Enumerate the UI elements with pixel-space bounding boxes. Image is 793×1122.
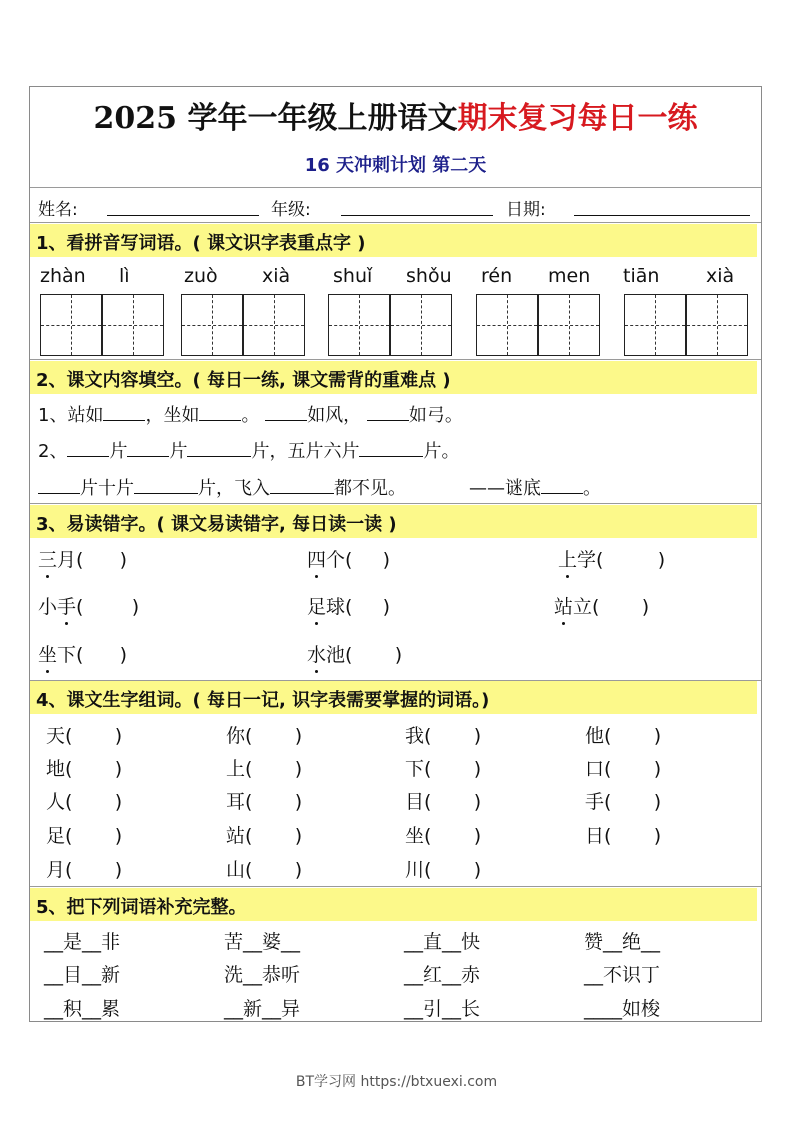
grid-cell[interactable] xyxy=(390,294,452,356)
reading-item: 站立( ) xyxy=(554,592,649,619)
pinyin: lì xyxy=(119,265,130,287)
fill-line-1: 1、站如 ，坐如 。 如风， 如弓。 xyxy=(38,401,463,427)
pinyin: tiān xyxy=(623,265,660,287)
idiom-item: 洗__恭听 xyxy=(224,964,301,986)
name-label: 姓名: xyxy=(38,200,78,220)
grid-cell[interactable] xyxy=(686,294,748,356)
blank[interactable] xyxy=(265,402,307,421)
blank[interactable] xyxy=(38,475,80,494)
name-field[interactable] xyxy=(107,215,259,216)
idiom-item: __是__非 xyxy=(44,931,121,953)
student-info-row xyxy=(30,188,761,222)
writing-grid[interactable] xyxy=(40,294,164,356)
section-4-header xyxy=(30,681,757,714)
divider xyxy=(30,222,761,223)
writing-grid[interactable] xyxy=(624,294,748,356)
grid-cell[interactable] xyxy=(243,294,305,356)
idiom-item: __红__赤 xyxy=(404,964,481,986)
section-2-title: 2、课文内容填空。( 每日一练, 课文需背的重难点 ) xyxy=(36,370,451,391)
blank[interactable] xyxy=(359,438,423,457)
word-item: 你( ) xyxy=(226,725,303,747)
reading-item: 三月( ) xyxy=(38,545,127,572)
pinyin: rén xyxy=(481,265,513,287)
title-highlight: 期末复习每日一练 xyxy=(457,101,698,136)
word-item: 山( ) xyxy=(226,859,303,881)
idiom-item: __目__新 xyxy=(44,964,121,986)
fill-line-2: 2、 片 片 片，五片六片 片。 xyxy=(38,437,459,463)
grade-label: 年级: xyxy=(271,200,311,220)
grid-cell[interactable] xyxy=(40,294,102,356)
word-item: 我( ) xyxy=(405,725,482,747)
grid-cell[interactable] xyxy=(476,294,538,356)
word-item: 耳( ) xyxy=(226,791,303,813)
grade-field[interactable] xyxy=(341,215,493,216)
reading-item: 坐下( ) xyxy=(38,640,127,667)
word-item: 口( ) xyxy=(585,758,662,780)
word-item: 月( ) xyxy=(46,859,123,881)
word-item: 地( ) xyxy=(46,758,123,780)
idiom-item: __积__累 xyxy=(44,998,121,1020)
blank[interactable] xyxy=(134,475,198,494)
divider xyxy=(30,503,761,504)
reading-item: 四个( ) xyxy=(307,545,390,572)
fill-line-3: 片十片 片，飞入 都不见。 ——谜底 。 xyxy=(38,474,601,500)
blank[interactable] xyxy=(270,475,334,494)
grid-cell[interactable] xyxy=(328,294,390,356)
word-item: 目( ) xyxy=(405,791,482,813)
blank[interactable] xyxy=(67,438,109,457)
date-label: 日期: xyxy=(506,200,546,220)
grid-cell[interactable] xyxy=(538,294,600,356)
blank[interactable] xyxy=(127,438,169,457)
section-5-header xyxy=(30,888,757,921)
pinyin: xià xyxy=(262,265,291,287)
pinyin: shǒu xyxy=(406,265,452,287)
word-item: 人( ) xyxy=(46,791,123,813)
idiom-item: __新__异 xyxy=(224,998,301,1020)
worksheet-title xyxy=(30,93,761,137)
word-item: 上( ) xyxy=(226,758,303,780)
section-2-header xyxy=(30,361,757,394)
word-item: 日( ) xyxy=(585,825,662,847)
site-footer: BT学习网 https://btxuexi.com xyxy=(295,1074,498,1090)
title-main: 2025 学年一年级上册语文 xyxy=(93,101,458,136)
blank[interactable] xyxy=(187,438,251,457)
writing-grid[interactable] xyxy=(476,294,600,356)
idiom-item: __不识丁 xyxy=(584,964,661,986)
word-item: 足( ) xyxy=(46,825,123,847)
section-3-title: 3、易读错字。( 课文易读错字, 每日读一读 ) xyxy=(36,514,397,535)
grid-cell[interactable] xyxy=(102,294,164,356)
idiom-item: 苦__婆__ xyxy=(224,931,301,953)
grid-cell[interactable] xyxy=(181,294,243,356)
blank[interactable] xyxy=(367,402,409,421)
word-item: 站( ) xyxy=(226,825,303,847)
section-1-title: 1、看拼音写词语。( 课文识字表重点字 ) xyxy=(36,233,366,254)
reading-item: 上学( ) xyxy=(558,545,665,572)
pinyin: zhàn xyxy=(40,265,86,287)
section-5-title: 5、把下列词语补充完整。 xyxy=(36,897,247,918)
idiom-item: ____如梭 xyxy=(584,998,661,1020)
date-field[interactable] xyxy=(574,215,750,216)
writing-grid[interactable] xyxy=(328,294,452,356)
pinyin: xià xyxy=(706,265,735,287)
idiom-item: __直__快 xyxy=(404,931,481,953)
section-1-header xyxy=(30,224,757,257)
reading-item: 小手( ) xyxy=(38,592,139,619)
word-item: 川( ) xyxy=(405,859,482,881)
word-item: 天( ) xyxy=(46,725,123,747)
word-item: 他( ) xyxy=(585,725,662,747)
word-item: 下( ) xyxy=(405,758,482,780)
pinyin: zuò xyxy=(184,265,218,287)
pinyin: shuǐ xyxy=(333,265,373,287)
grid-cell[interactable] xyxy=(624,294,686,356)
idiom-item: 赞__绝__ xyxy=(584,931,661,953)
pinyin: men xyxy=(548,265,591,287)
reading-item: 水池( ) xyxy=(307,640,402,667)
section-4-title: 4、课文生字组词。( 每日一记, 识字表需要掌握的词语。) xyxy=(36,690,490,711)
idiom-item: __引__长 xyxy=(404,998,481,1020)
word-item: 手( ) xyxy=(585,791,662,813)
word-item: 坐( ) xyxy=(405,825,482,847)
writing-grid[interactable] xyxy=(181,294,305,356)
divider xyxy=(30,359,761,360)
blank[interactable] xyxy=(541,475,583,494)
reading-item: 足球( ) xyxy=(307,592,390,619)
plan-subtitle: 16 天冲刺计划 第二天 xyxy=(304,155,487,176)
worksheet xyxy=(29,86,762,1022)
blank[interactable] xyxy=(103,402,145,421)
blank[interactable] xyxy=(199,402,241,421)
section-3-header xyxy=(30,505,757,538)
divider xyxy=(30,886,761,887)
